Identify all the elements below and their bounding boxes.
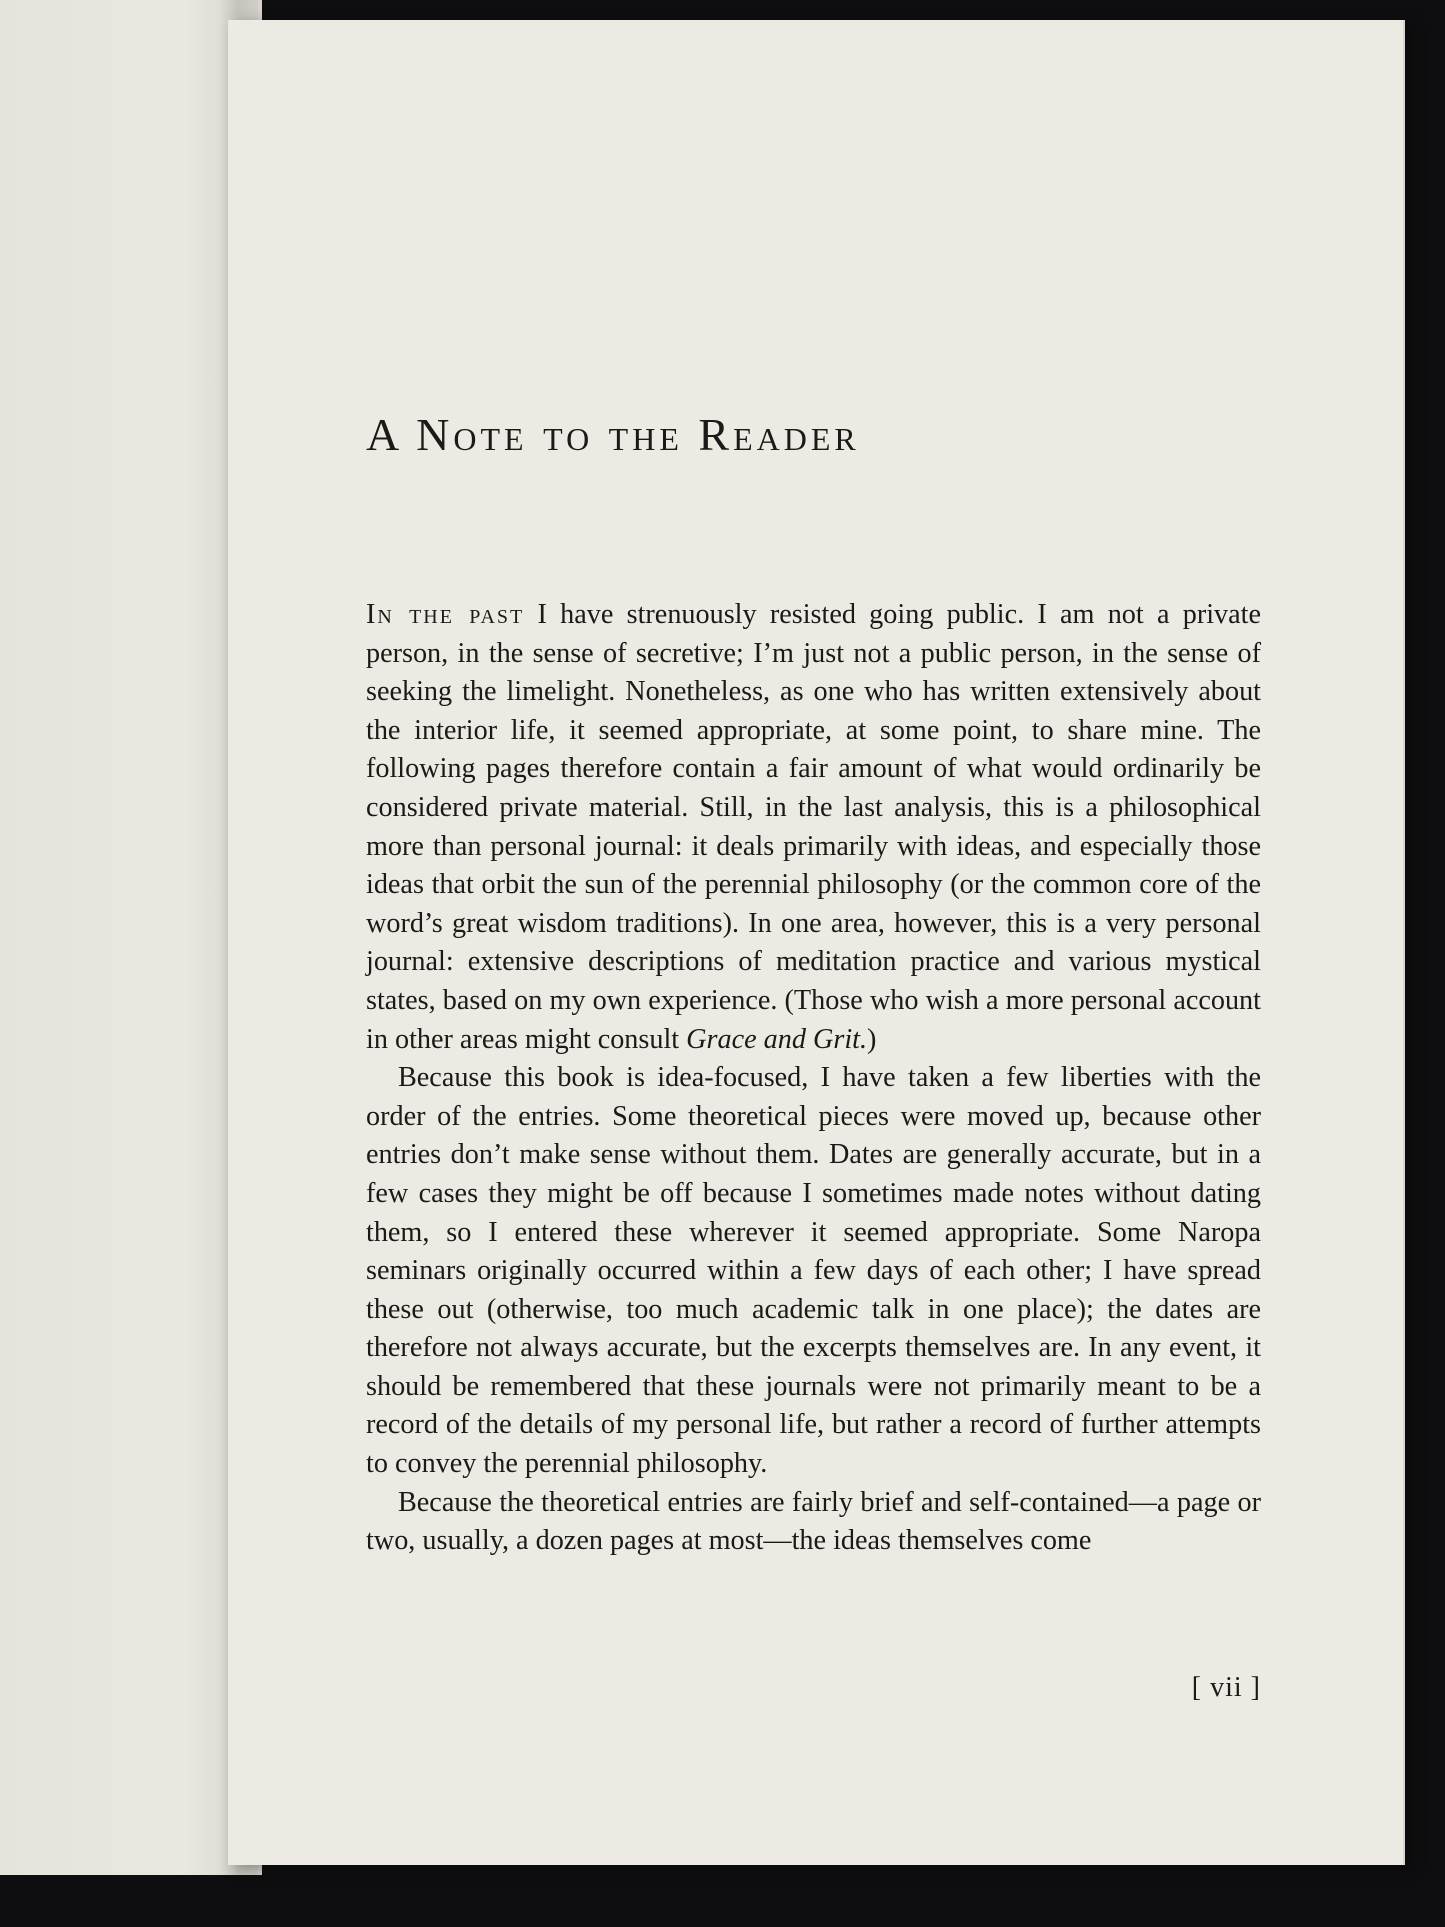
body-text bbox=[366, 596, 1261, 1561]
paragraph-2: Because this book is idea-focused, I have taken a few liberties with the order of the entries. Some theoretical pieces were moved up, because other entries don’t make sense without them. Dates are generally accurate, but in a few cases they might be off because I sometimes made notes without dating them, so I entered these wherever it seemed appropriate. Some Naropa seminars originally occurred within a few days of each other; I have spread these out (otherwise, too much academic talk in one place); the dates are therefore not always accurate, but the excerpts themselves are. In any event, it should be remembered that these journals were not primarily meant to be a record of the details of my personal life, but rather a record of further attempts to convey the perennial philosophy. bbox=[366, 1062, 1261, 1480]
right-page bbox=[228, 20, 1403, 1865]
paragraph-1 bbox=[366, 596, 1261, 1059]
paragraph-1-text: I have strenuously resisted going public. I am not a private person, in the sense of secretive; I’m just not a public person, in the sense of seeking the limelight. Nonetheless, as one who has written extensively about the interior life, it seemed appropriate, at some point, to share mine. The following pages therefore contain a fair amount of what would ordinarily be considered private material. Still, in the last analysis, this is a philosophical more than personal journal: it deals primarily with ideas, and especially those ideas that orbit the sun of the perennial philosophy (or the common core of the word’s great wisdom traditions). In one area, however, this is a very personal journal: extensive descriptions of meditation practice and various mystical states, based on my own experience. (Those who wish a more personal account in other areas might consult bbox=[366, 599, 1261, 1055]
lead-in: In the past bbox=[366, 599, 525, 630]
page-content bbox=[366, 20, 1261, 1865]
page-number: [ vii ] bbox=[1191, 1672, 1261, 1703]
paragraph-3: Because the theoretical entries are fairly brief and self-contained—a page or two, usually, a dozen pages at most—the ideas themselves come bbox=[366, 1486, 1261, 1557]
paren-close: ) bbox=[867, 1023, 877, 1055]
book-title: Grace and Grit. bbox=[686, 1023, 868, 1055]
chapter-title: A Note to the Reader bbox=[366, 409, 860, 460]
